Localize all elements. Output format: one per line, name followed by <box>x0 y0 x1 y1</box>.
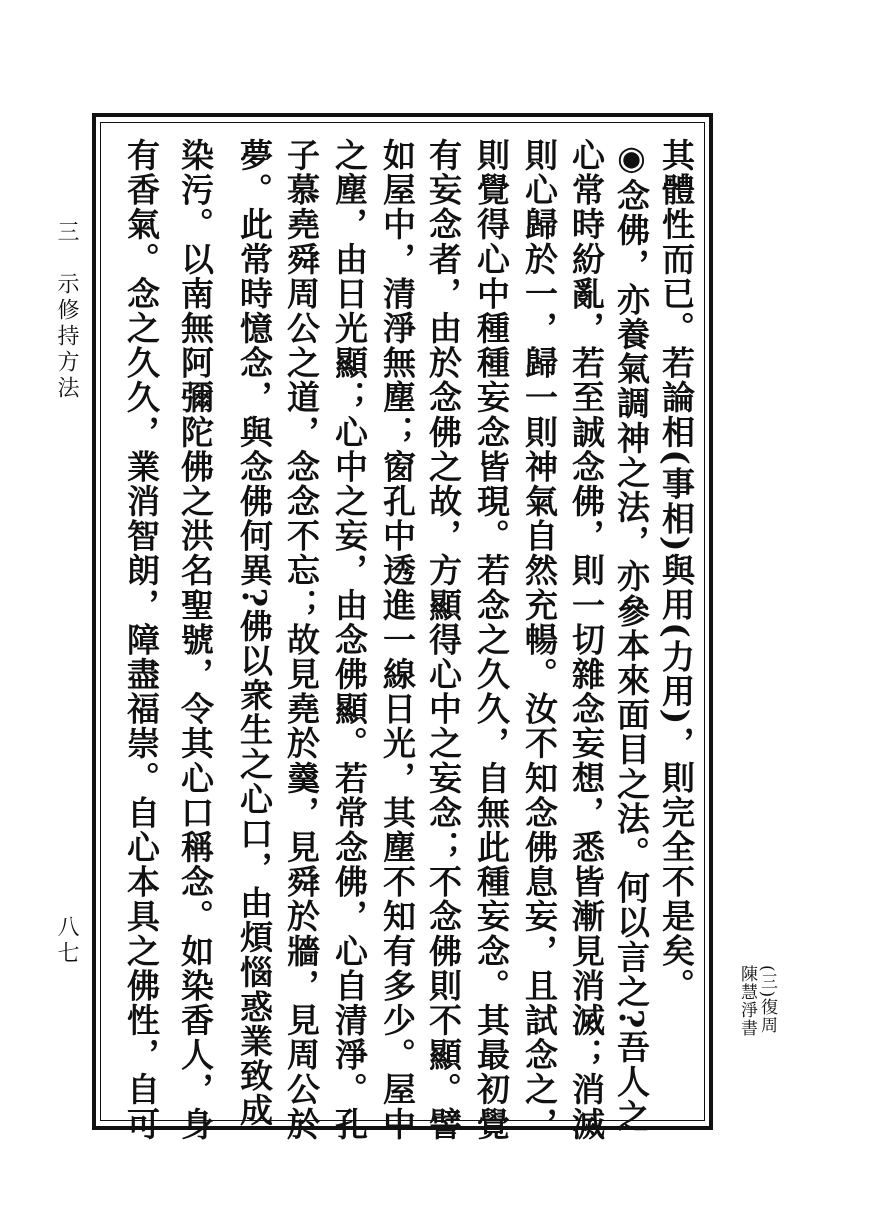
author-byline <box>737 965 777 1037</box>
text-column-6: 如屋中，清淨無塵；窗孔中透進一線日光，其塵不知有多少。屋中 <box>378 138 417 1142</box>
running-title: 三 示修持方法 <box>54 220 79 402</box>
text-column-4: 則覺得心中種種妄念皆現。若念之久久，自無此種妄念。其最初覺 <box>472 138 511 1142</box>
text-column-1: ◉念佛，亦養氣調神之法，亦參本來面目之法。何以言之?吾人之 <box>612 138 651 1134</box>
page-number: 八七 <box>54 915 79 967</box>
author-line-2: 陳慧淨書 <box>737 965 757 1037</box>
author-line-1: (三)復周 <box>757 965 777 1035</box>
text-column-7: 之塵，由日光顯；心中之妄，由念佛顯。若常念佛，心自清淨。孔 <box>330 138 369 1142</box>
text-column-5: 有妄念者，由於念佛之故，方顯得心中之妄念；不念佛則不顯。譬 <box>424 138 463 1142</box>
text-column-9: 夢。此常時憶念，與念佛何異?佛以衆生之心口，由煩惱惑業致成 <box>235 138 274 1128</box>
text-column-10: 染污。以南無阿彌陀佛之洪名聖號，令其心口稱念。如染香人，身 <box>176 138 215 1142</box>
text-column-11: 有香氣。念之久久，業消智朗，障盡福崇。自心本具之佛性，自可 <box>122 138 161 1142</box>
text-column-8: 子慕堯舜周公之道，念念不忘；故見堯於羹，見舜於牆，見周公於 <box>282 138 321 1142</box>
text-column-2: 心常時紛亂，若至誠念佛，則一切雜念妄想，悉皆漸見消滅；消滅 <box>567 138 606 1142</box>
text-column-3: 則心歸於一，歸一則神氣自然充暢。汝不知念佛息妄，且試念之， <box>520 138 559 1142</box>
text-column-0: 其體性而已。若論相(事相)與用(力用)，則完全不是矣。 <box>657 138 696 1003</box>
